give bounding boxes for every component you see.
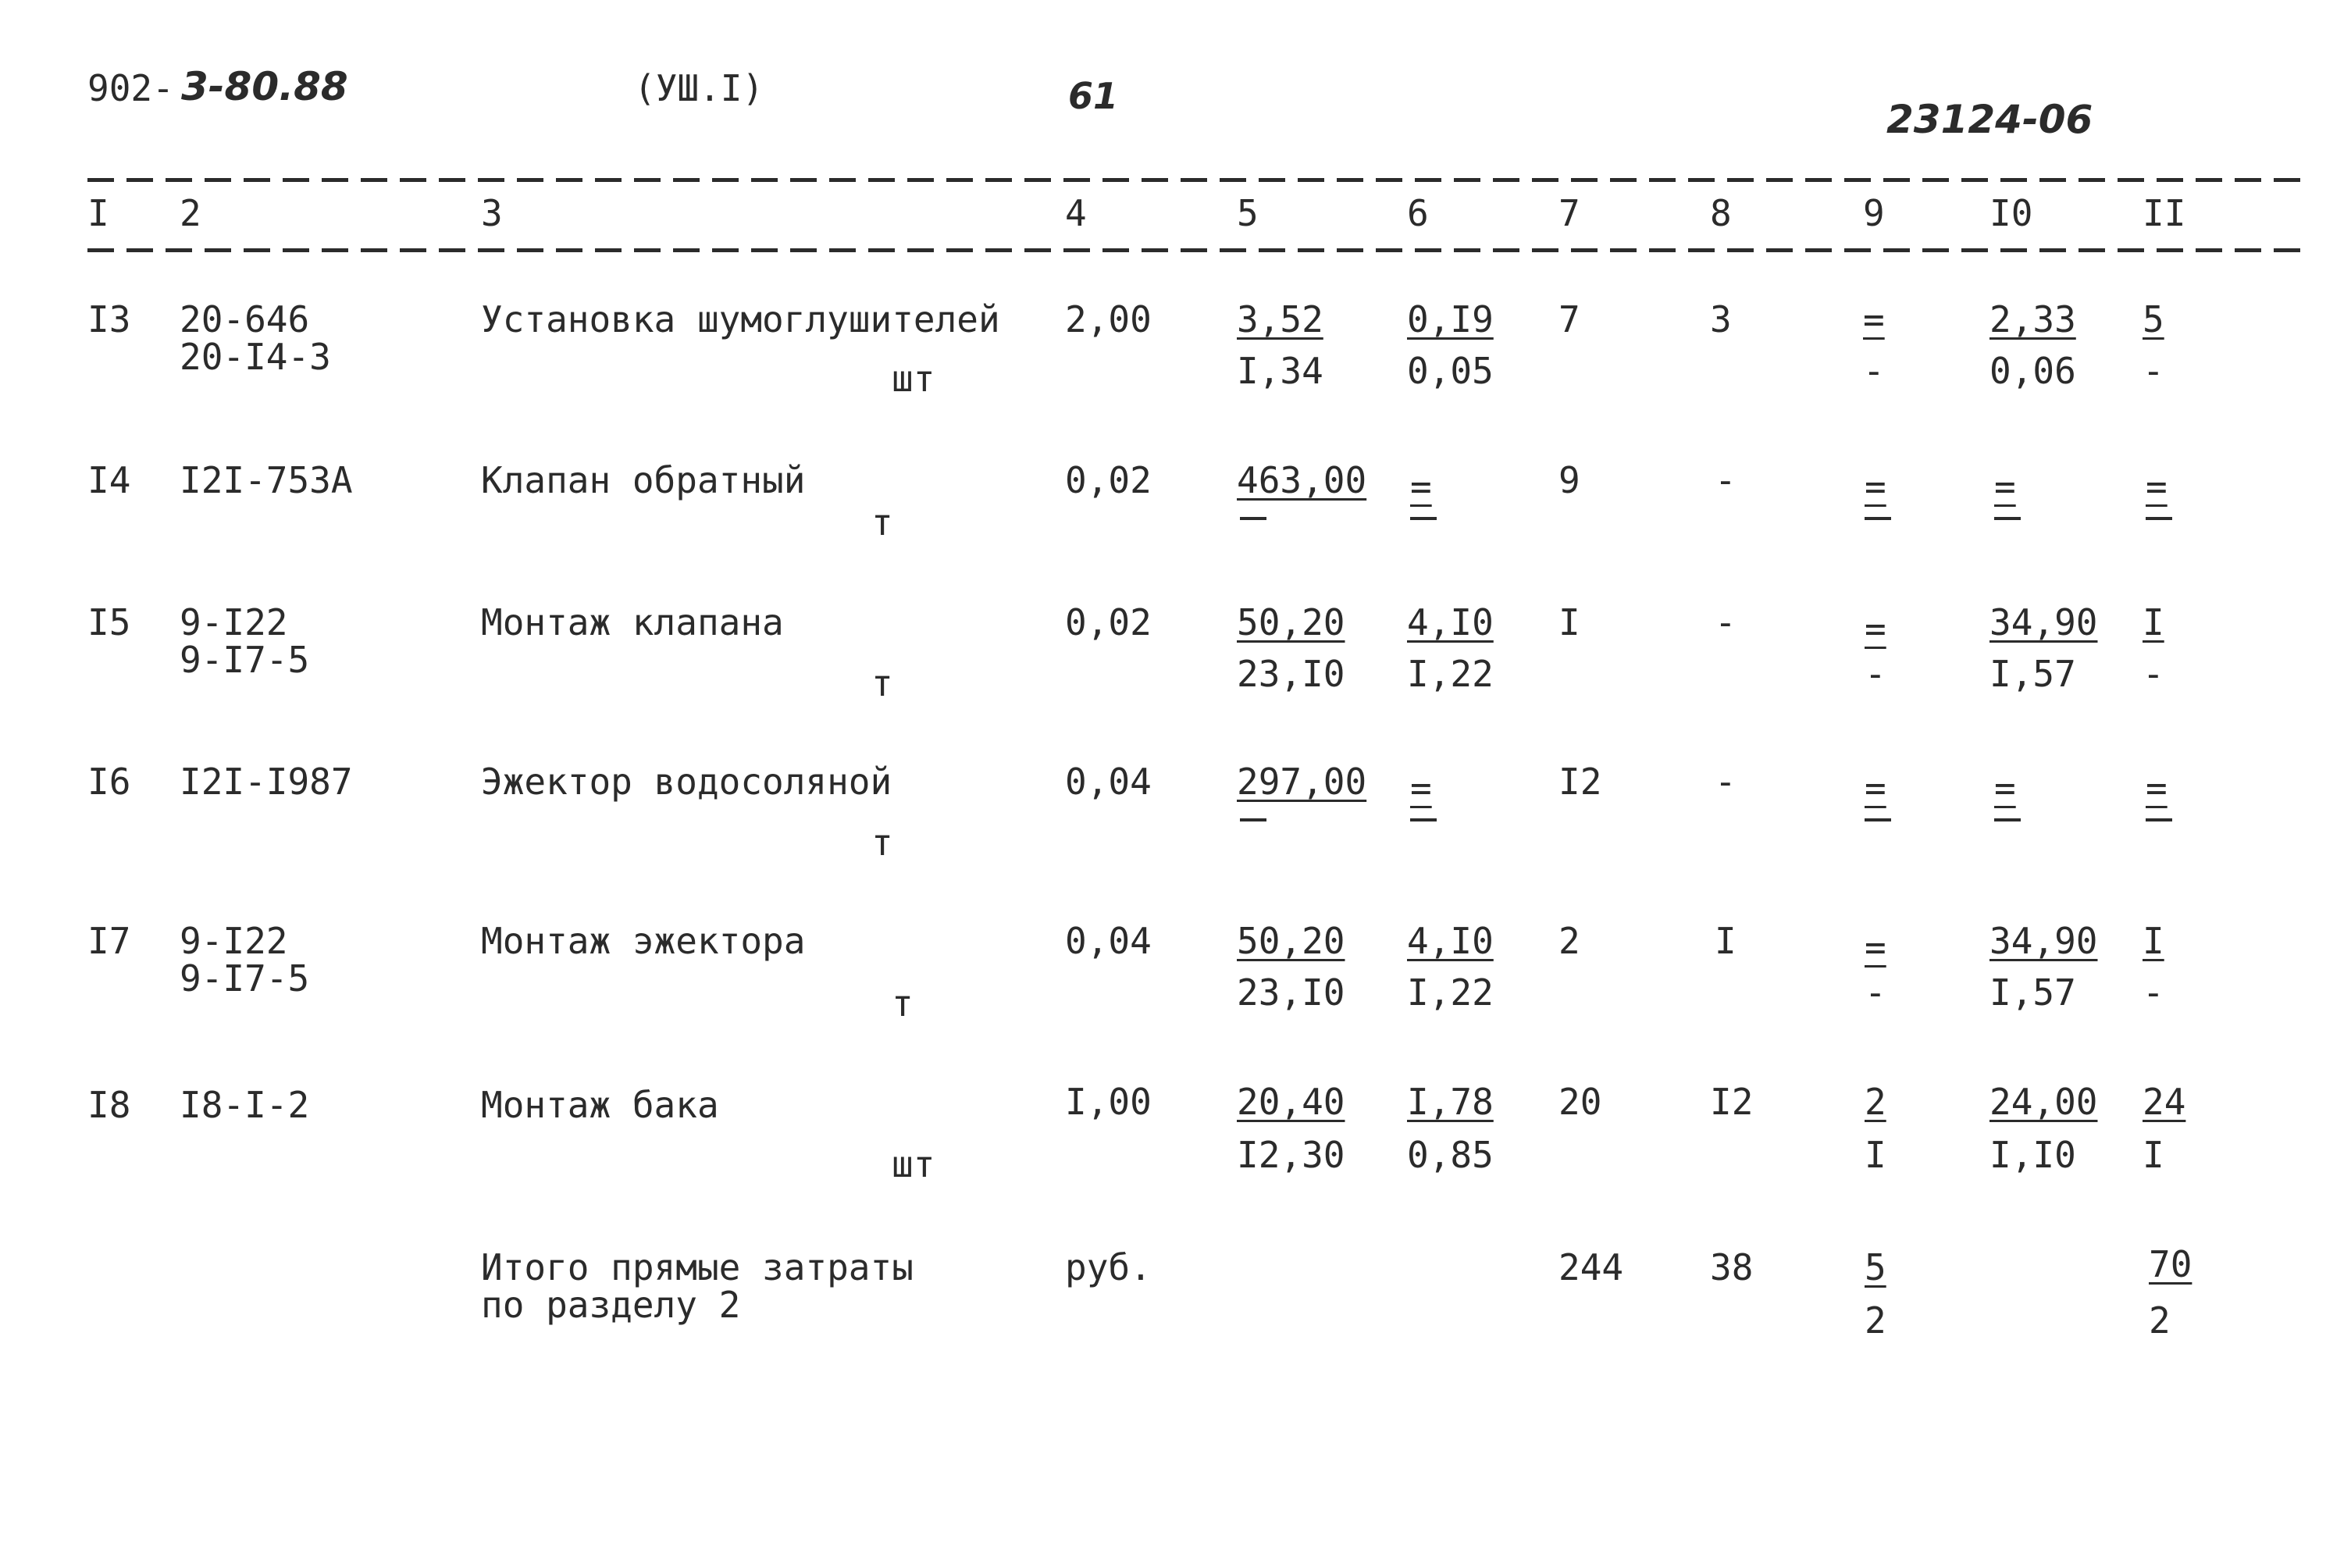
total-machines: = <box>1865 767 1886 809</box>
unit-cost-total: 463,00 <box>1237 459 1367 501</box>
column-header: 9 <box>1863 192 1885 234</box>
work-name: Монтаж эжектора <box>481 920 806 962</box>
row-number: I5 <box>87 601 131 643</box>
norm-code: I2I-I987 <box>180 761 353 803</box>
total-wages: I2 <box>1710 1081 1754 1123</box>
total-wages: - <box>1715 761 1737 803</box>
unit-cost-machine-wages: 0,85 <box>1407 1134 1494 1176</box>
norm-code: I2I-753А <box>180 459 353 501</box>
labor-per-unit-machinists: 0,06 <box>1989 350 2076 392</box>
unit-cost-total: 3,52 <box>1237 298 1323 340</box>
norm-code: 9-I22 <box>180 601 288 643</box>
labor-per-unit: = <box>1994 465 2016 508</box>
total-cost: 2 <box>1558 920 1580 962</box>
norm-code: 20-646 <box>180 298 310 340</box>
labor-total: I <box>2143 601 2164 643</box>
ditto-dash <box>1410 517 1437 520</box>
labor-per-unit: = <box>1994 767 2016 809</box>
ditto-dash <box>1410 818 1437 821</box>
total-machine-wages: I <box>1865 1134 1886 1176</box>
column-header: 4 <box>1065 192 1087 234</box>
ditto-dash <box>1240 818 1266 821</box>
column-header: 8 <box>1710 192 1732 234</box>
total-unit: руб. <box>1065 1246 1152 1288</box>
unit-cost-machine-wages: 0,05 <box>1407 350 1494 392</box>
column-header: 2 <box>180 192 201 234</box>
row-number: I3 <box>87 298 131 340</box>
ditto-dash <box>1865 818 1891 821</box>
header-top-rule <box>87 178 2305 182</box>
row-number: I4 <box>87 459 131 501</box>
total-machines: 2 <box>1865 1081 1886 1123</box>
labor-per-unit: 24,00 <box>1989 1081 2098 1123</box>
total-wages: - <box>1715 459 1737 501</box>
quantity: 0,02 <box>1065 601 1152 643</box>
labor-total: 5 <box>2143 298 2164 340</box>
unit-cost-total: 297,00 <box>1237 761 1367 803</box>
ditto-dash <box>2146 517 2172 520</box>
total-machine-wages: - <box>1865 653 1886 695</box>
work-name: Монтаж клапана <box>481 601 784 643</box>
unit: шт <box>892 358 935 400</box>
ditto-dash <box>1240 517 1266 520</box>
section-label: (УШ.I) <box>634 67 764 109</box>
column-header: I0 <box>1989 192 2033 234</box>
unit-cost-machines: 4,I0 <box>1407 920 1494 962</box>
work-name: Установка шумоглушителей <box>481 298 1000 340</box>
unit: т <box>871 821 893 864</box>
labor-per-unit: 34,90 <box>1989 601 2098 643</box>
total-machine-wages-sum: 2 <box>1865 1299 1886 1342</box>
labor-total-machinists: - <box>2143 653 2164 695</box>
total-machines: = <box>1865 608 1886 650</box>
labor-total: I <box>2143 920 2164 962</box>
doc-number-handwritten: 3-80.88 <box>181 64 348 109</box>
labor-total: 24 <box>2143 1081 2186 1123</box>
labor-per-unit-machinists: I,I0 <box>1989 1134 2076 1176</box>
work-name: Эжектор водосоляной <box>481 761 892 803</box>
total-cost: 20 <box>1558 1081 1602 1123</box>
unit-cost-machines: = <box>1410 767 1432 809</box>
ditto-dash <box>1994 818 2021 821</box>
ditto-dash <box>1994 517 2021 520</box>
labor-total: = <box>2146 767 2168 809</box>
labor-per-unit: 2,33 <box>1989 298 2076 340</box>
labor-per-unit-machinists: I,57 <box>1989 653 2076 695</box>
column-header: 3 <box>481 192 503 234</box>
document-code: 23124-06 <box>1886 97 2093 142</box>
labor-total-machinists: - <box>2143 971 2164 1014</box>
norm-code-secondary: 20-I4-3 <box>180 336 331 378</box>
doc-number-prefix: 902- <box>87 67 174 109</box>
unit-cost-machines: I,78 <box>1407 1081 1494 1123</box>
total-wages: I <box>1715 920 1737 962</box>
unit-cost-machines: 4,I0 <box>1407 601 1494 643</box>
labor-total-machinists: I <box>2143 1134 2164 1176</box>
total-machine-wages: - <box>1863 350 1885 392</box>
quantity: 0,04 <box>1065 761 1152 803</box>
unit-cost-machines: 0,I9 <box>1407 298 1494 340</box>
labor-total-sum: 70 <box>2149 1243 2192 1285</box>
total-machines: = <box>1865 465 1886 508</box>
labor-total-machinists-sum: 2 <box>2149 1299 2171 1342</box>
total-cost: I2 <box>1558 761 1602 803</box>
quantity: 0,02 <box>1065 459 1152 501</box>
total-wages: 3 <box>1710 298 1732 340</box>
total-cost: 9 <box>1558 459 1580 501</box>
unit-cost-machines: = <box>1410 465 1432 508</box>
unit-cost-total: 20,40 <box>1237 1081 1345 1123</box>
total-cost-sum: 244 <box>1558 1246 1624 1288</box>
ditto-dash <box>1865 517 1891 520</box>
row-number: I6 <box>87 761 131 803</box>
total-label-line2: по разделу 2 <box>481 1284 741 1326</box>
total-machines-sum: 5 <box>1865 1246 1886 1288</box>
total-wages-sum: 38 <box>1710 1246 1754 1288</box>
column-header: 7 <box>1558 192 1580 234</box>
unit: т <box>871 662 893 704</box>
total-cost: I <box>1558 601 1580 643</box>
unit: т <box>892 982 914 1025</box>
row-number: I8 <box>87 1084 131 1126</box>
quantity: I,00 <box>1065 1081 1152 1123</box>
column-header: I <box>87 192 109 234</box>
column-header: 5 <box>1237 192 1259 234</box>
work-name: Монтаж бака <box>481 1084 719 1126</box>
labor-total-machinists: - <box>2143 350 2164 392</box>
unit-cost-total: 50,20 <box>1237 601 1345 643</box>
unit-cost-wages: 23,I0 <box>1237 653 1345 695</box>
norm-code: I8-I-2 <box>180 1084 310 1126</box>
unit-cost-total: 50,20 <box>1237 920 1345 962</box>
total-wages: - <box>1715 601 1737 643</box>
labor-total: = <box>2146 465 2168 508</box>
column-header: II <box>2143 192 2186 234</box>
quantity: 0,04 <box>1065 920 1152 962</box>
unit-cost-wages: I,34 <box>1237 350 1323 392</box>
total-cost: 7 <box>1558 298 1580 340</box>
quantity: 2,00 <box>1065 298 1152 340</box>
labor-per-unit: 34,90 <box>1989 920 2098 962</box>
header-bottom-rule <box>87 248 2305 252</box>
unit-cost-machine-wages: I,22 <box>1407 971 1494 1014</box>
unit-cost-wages: I2,30 <box>1237 1134 1345 1176</box>
column-header: 6 <box>1407 192 1429 234</box>
unit-cost-machine-wages: I,22 <box>1407 653 1494 695</box>
unit: шт <box>892 1143 935 1185</box>
row-number: I7 <box>87 920 131 962</box>
unit-cost-wages: 23,I0 <box>1237 971 1345 1014</box>
total-machines: = <box>1865 926 1886 968</box>
norm-code-secondary: 9-I7-5 <box>180 957 310 1000</box>
total-machine-wages: - <box>1865 971 1886 1014</box>
labor-per-unit-machinists: I,57 <box>1989 971 2076 1014</box>
ditto-dash <box>2146 818 2172 821</box>
norm-code: 9-I22 <box>180 920 288 962</box>
norm-code-secondary: 9-I7-5 <box>180 639 310 681</box>
work-name: Клапан обратный <box>481 459 806 501</box>
total-machines: = <box>1863 298 1885 340</box>
page-number: 61 <box>1068 75 1119 117</box>
total-label: Итого прямые затраты <box>481 1246 914 1288</box>
unit: т <box>871 501 893 543</box>
